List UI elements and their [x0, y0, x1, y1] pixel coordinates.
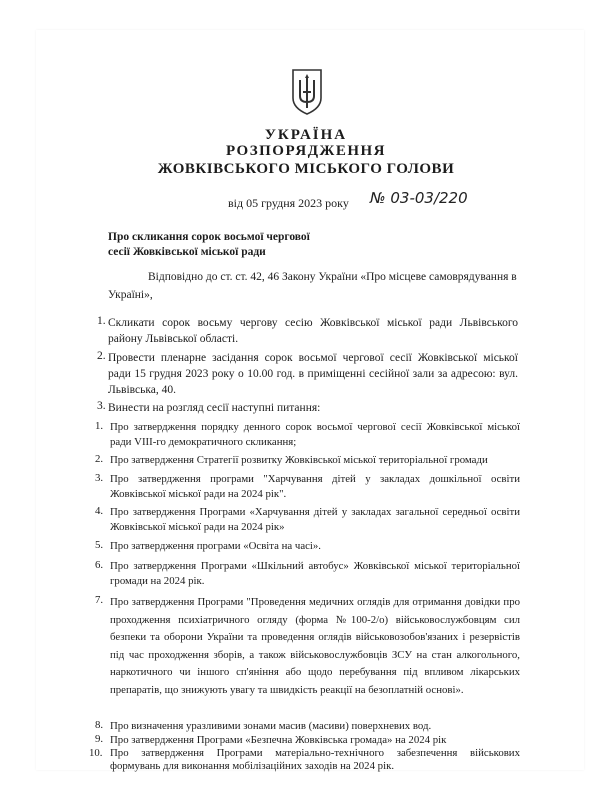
- item-number: 2.: [97, 350, 106, 362]
- agenda-item: Про затвердження Програми «Харчування дітей у закладах загальної середньої освіти Жовківської міської ради на 2024 рік»: [110, 506, 520, 533]
- country-heading: УКРАЇНА: [264, 127, 348, 143]
- item-number: 3.: [97, 400, 106, 412]
- agenda-item: Про затвердження Програми «Шкільний автобус» Жовківської міської територіальної громади на 2024 рік.: [110, 560, 520, 587]
- subject-line-1: Про скликання сорок восьмої чергової: [108, 231, 310, 243]
- issuer-heading: ЖОВКІВСЬКОГО МІСЬКОГО ГОЛОВИ: [157, 161, 455, 177]
- list-item: Провести пленарне засідання сорок восьмої чергової сесії Жовківської міської ради 15 грудня 2023 року о 10.00 год. в приміщенні сесійної зали за адресою: вул. Львівська, 40.: [108, 352, 518, 396]
- agenda-number: 6.: [95, 559, 104, 571]
- agenda-number: 3.: [95, 472, 104, 484]
- agenda-number: 4.: [95, 505, 104, 517]
- agenda-number: 1.: [95, 420, 104, 432]
- agenda-number: 7.: [95, 594, 104, 606]
- agenda-item: Про затвердження програми "Харчування дітей у закладах дошкільної освіти Жовківської міської ради на 2024 рік".: [110, 473, 520, 500]
- agenda-item: Про затвердження Програми "Проведення медичних оглядів для отримання довідки про проходження психіатричного огляду (форма №100-2/о) військовослужбовцям сил безпеки та оборони України та проведення оглядів військовозобов'язаних і резервістів під час проходження зборів, а також військовослужбовців ЗСУ на стан алкогольного, наркотичного чи іншого сп'яніння або щодо перебування під впливом лікарських препаратів, що знижують увагу та швидкість реакції на безоплатній основі».: [110, 596, 520, 696]
- document-number: № 03-03/220: [370, 189, 468, 207]
- agenda-number: 10.: [89, 747, 103, 759]
- list-item: Винести на розгляд сесії наступні питання:: [108, 402, 321, 414]
- agenda-number: 9.: [95, 733, 104, 745]
- agenda-number: 8.: [95, 719, 104, 731]
- preamble-text: Відповідно до ст. ст. 42, 46 Закону України «Про місцеве самоврядування в Україні»,: [108, 271, 517, 301]
- agenda-item: Про визначення уразливими зонами масив (масиви) поверхневих вод.: [110, 720, 432, 732]
- agenda-item: Про затвердження Програми «Безпечна Жовківська громада» на 2024 рік: [110, 734, 447, 746]
- subject-line-2: сесії Жовківської міської ради: [108, 246, 266, 258]
- agenda-number: 2.: [95, 453, 104, 465]
- document-type-heading: РОЗПОРЯДЖЕННЯ: [225, 143, 387, 159]
- list-item: Скликати сорок восьму чергову сесію Жовківської міської ради Львівського району Львівської області.: [108, 317, 518, 345]
- agenda-number: 5.: [95, 539, 104, 551]
- agenda-item: Про затвердження порядку денного сорок восьмої чергової сесії Жовківської міської ради VIII-го демократичного скликання;: [110, 421, 520, 448]
- document-date: від 05 грудня 2023 року: [228, 196, 349, 210]
- agenda-item: Про затвердження Програми матеріально-технічного забезпечення військових формувань для виконання мобілізаційних заходів на 2024 рік.: [110, 747, 520, 772]
- agenda-item: Про затвердження Стратегії розвитку Жовківської міської територіальної громади: [110, 454, 488, 466]
- agenda-item: Про затвердження програми «Освіта на часі».: [110, 540, 322, 552]
- document-subject: [108, 230, 328, 260]
- trident-coat-of-arms-icon: [290, 68, 324, 116]
- item-number: 1.: [97, 315, 106, 327]
